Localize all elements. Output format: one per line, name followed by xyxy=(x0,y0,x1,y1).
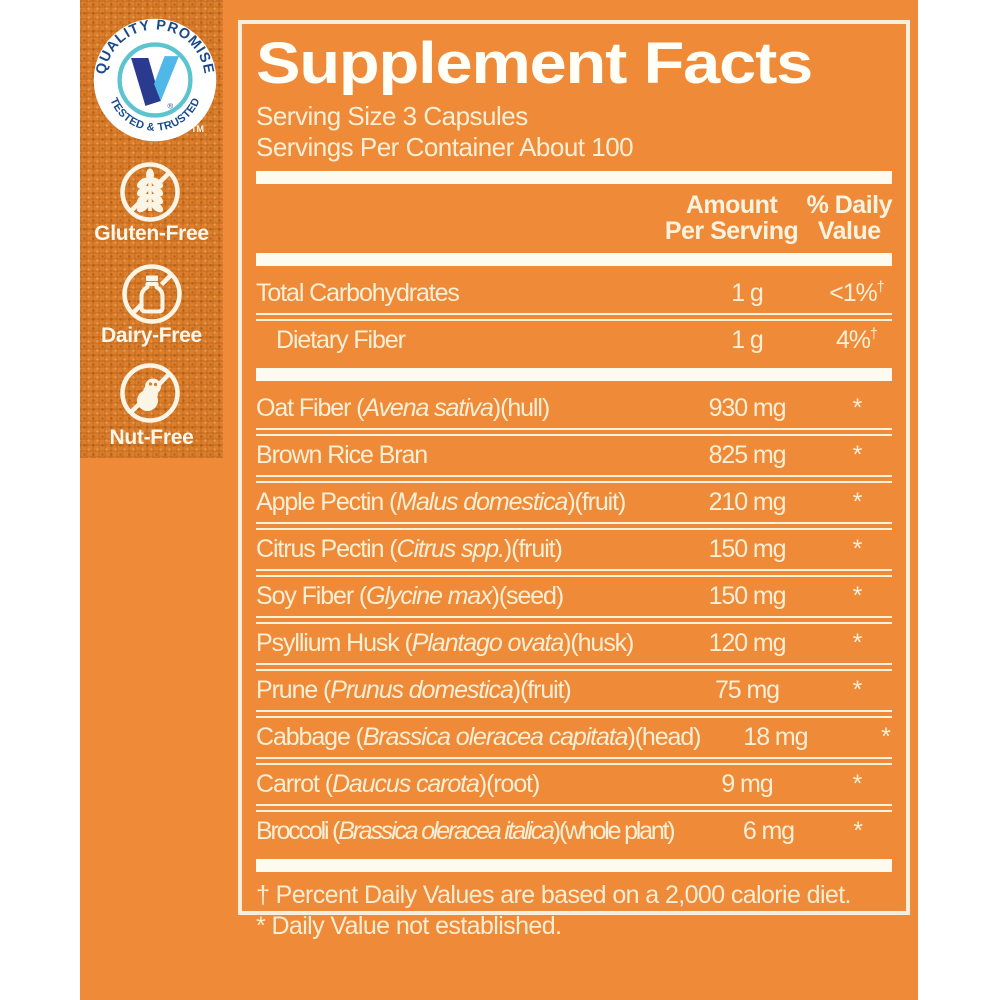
row-latin-name: Citrus spp. xyxy=(396,535,504,563)
dagger-mark: † xyxy=(876,279,885,296)
table-row xyxy=(256,321,892,360)
row-latin-name: Brassica oleracea italica xyxy=(338,817,553,845)
table-row xyxy=(256,530,892,569)
serving-size: Serving Size 3 Capsules xyxy=(256,101,528,132)
row-ingredient-name: Psyllium Husk (Plantago ovata)(husk) xyxy=(256,629,634,657)
row-separator xyxy=(256,475,892,483)
row-separator xyxy=(256,313,892,321)
ingredient-table xyxy=(256,274,892,872)
registered-mark: ® xyxy=(167,101,174,111)
header-spacer xyxy=(256,192,657,246)
row-separator xyxy=(256,616,892,624)
row-ingredient-name: Dietary Fiber xyxy=(276,326,405,354)
row-ingredient-name: Prune (Prunus domestica)(fruit) xyxy=(256,676,571,704)
row-daily-value: <1%† xyxy=(829,279,885,307)
header-amount-line2: Per Serving xyxy=(664,217,799,246)
row-daily-value: * xyxy=(852,488,862,516)
gluten-free-label: Gluten-Free xyxy=(94,222,209,245)
row-amount: 120 mg xyxy=(708,629,786,657)
dairy-free-label: Dairy-Free xyxy=(101,324,202,347)
row-daily-value: * xyxy=(881,723,890,751)
row-daily-value: * xyxy=(852,441,862,469)
row-latin-name: Plantago ovata xyxy=(411,629,564,657)
header-amount-line1: Amount xyxy=(685,190,778,219)
row-amount: 825 mg xyxy=(708,441,786,469)
row-latin-name: Glycine max xyxy=(366,582,492,610)
daily-value-header xyxy=(807,192,892,246)
row-latin-name: Malus domestica xyxy=(396,488,568,516)
footnote-daily-value: † Percent Daily Values are based on a 2,000 calorie diet. xyxy=(256,881,851,909)
row-ingredient-name: Brown Rice Bran xyxy=(256,441,428,469)
divider-bar xyxy=(256,368,892,381)
row-daily-value: * xyxy=(852,394,862,422)
divider-bar xyxy=(256,253,892,266)
row-amount: 75 mg xyxy=(715,676,779,704)
row-ingredient-name: Broccoli (Brassica oleracea italica)(whole plant) xyxy=(256,817,674,845)
row-amount: 18 mg xyxy=(743,723,808,751)
row-daily-value: * xyxy=(852,535,862,563)
divider-bar xyxy=(256,859,892,872)
table-row xyxy=(256,577,892,616)
table-row xyxy=(256,812,892,851)
badge-top-arc-text: QUALITY PROMISE xyxy=(93,17,217,76)
dagger-mark: † xyxy=(869,326,878,343)
row-ingredient-name: Carrot (Daucus carota)(root) xyxy=(256,770,540,798)
table-row xyxy=(256,765,892,804)
row-ingredient-name: Apple Pectin (Malus domestica)(fruit) xyxy=(256,488,626,516)
row-latin-name: Daucus carota xyxy=(331,770,479,798)
row-latin-name: Avena sativa xyxy=(363,394,493,422)
row-ingredient-name: Cabbage (Brassica oleracea capitata)(head) xyxy=(256,723,701,751)
row-amount: 210 mg xyxy=(708,488,786,516)
table-row xyxy=(256,436,892,475)
row-amount: 6 mg xyxy=(742,817,794,845)
row-separator xyxy=(256,710,892,718)
gluten-free-icon xyxy=(118,160,182,224)
row-amount: 150 mg xyxy=(708,582,786,610)
row-separator xyxy=(256,757,892,765)
panel-title: Supplement Facts xyxy=(256,31,813,96)
row-separator xyxy=(256,569,892,577)
nut-free-icon xyxy=(118,361,182,425)
row-ingredient-name: Total Carbohydrates xyxy=(256,279,459,307)
row-ingredient-name: Soy Fiber (Glycine max)(seed) xyxy=(256,582,564,610)
row-daily-value: * xyxy=(852,770,862,798)
row-latin-name: Prunus domestica xyxy=(330,676,513,704)
divider-bar xyxy=(256,171,892,184)
row-daily-value: * xyxy=(852,629,862,657)
row-amount: 1 g xyxy=(731,279,763,307)
servings-per-container: Servings Per Container About 100 xyxy=(256,131,634,162)
footnote-not-established: * Daily Value not established. xyxy=(256,911,562,940)
row-amount: 150 mg xyxy=(708,535,786,563)
row-separator xyxy=(256,522,892,530)
row-separator xyxy=(256,804,892,812)
footnotes xyxy=(256,880,892,941)
supplement-facts-panel xyxy=(238,20,910,940)
table-row xyxy=(256,483,892,522)
badge-bottom-arc-text: TESTED & TRUSTED xyxy=(107,95,203,134)
nut-free-label: Nut-Free xyxy=(109,426,194,449)
row-daily-value: * xyxy=(852,582,862,610)
row-amount: 9 mg xyxy=(721,770,773,798)
header-dv-line1: % Daily xyxy=(806,190,892,219)
trademark-mark: TM xyxy=(191,124,204,134)
header-dv-line2: Value xyxy=(817,217,881,246)
dairy-free-icon xyxy=(120,262,184,326)
row-daily-value: * xyxy=(852,676,862,704)
row-latin-name: Brassica oleracea capitata xyxy=(362,723,628,751)
row-ingredient-name: Oat Fiber (Avena sativa)(hull) xyxy=(256,394,550,422)
quality-promise-badge xyxy=(88,13,222,147)
row-amount: 1 g xyxy=(731,326,763,354)
table-row xyxy=(256,718,892,757)
table-row xyxy=(256,671,892,710)
table-row xyxy=(256,274,892,313)
row-ingredient-name: Citrus Pectin (Citrus spp.)(fruit) xyxy=(256,535,562,563)
table-row xyxy=(256,389,892,428)
table-row xyxy=(256,624,892,663)
row-separator xyxy=(256,663,892,671)
amount-per-serving-header xyxy=(657,192,807,246)
row-daily-value: * xyxy=(853,817,861,845)
row-amount: 930 mg xyxy=(708,394,786,422)
row-separator xyxy=(256,428,892,436)
row-daily-value: 4%† xyxy=(835,326,878,354)
table-header xyxy=(256,192,892,246)
